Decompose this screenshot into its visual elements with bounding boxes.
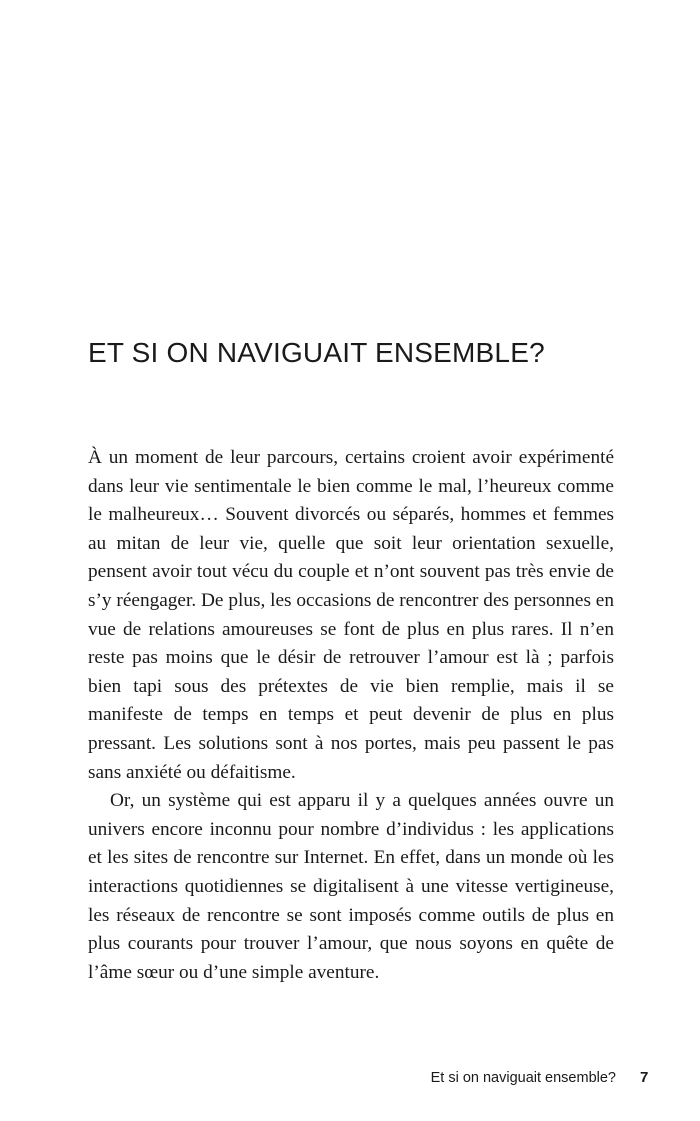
- body-text: [88, 444, 614, 987]
- running-footer-title: Et si on naviguait ensemble?: [430, 1070, 616, 1086]
- paragraph-1: À un moment de leur parcours, certains croient avoir expérimenté dans leur vie sentimentale le bien comme le mal, l’heureux comme le malheureux… Souvent divorcés ou séparés, hommes et femmes au mitan de leur vie, quelle que soit leur orientation sexuelle, pensent avoir tout vécu du couple et n’ont souvent pas très envie de s’y réengager. De plus, les occasions de rencontrer des personnes en vue de relations amoureuses se font de plus en plus rares. Il n’en reste pas moins que le désir de retrouver l’amour est là ; parfois bien tapi sous des prétextes de vie bien remplie, mais il se manifeste de temps en temps et peut devenir de plus en plus pressant. Les solutions sont à nos portes, mais peu passent le pas sans anxiété ou défaitisme.: [88, 447, 614, 783]
- chapter-title: ET SI ON NAVIGUAIT ENSEMBLE?: [88, 337, 545, 368]
- page-number: 7: [640, 1069, 649, 1086]
- paragraph-2: Or, un système qui est apparu il y a quelques années ouvre un univers encore inconnu pour nombre d’individus : les applications et les sites de rencontre sur Internet. En effet, dans un monde où les interactions quotidiennes se digitalisent à une vitesse vertigineuse, les réseaux de rencontre se sont imposés comme outils de plus en plus courants pour trouver l’amour, que nous soyons en quête de l’âme sœur ou d’une simple aventure.: [88, 790, 614, 983]
